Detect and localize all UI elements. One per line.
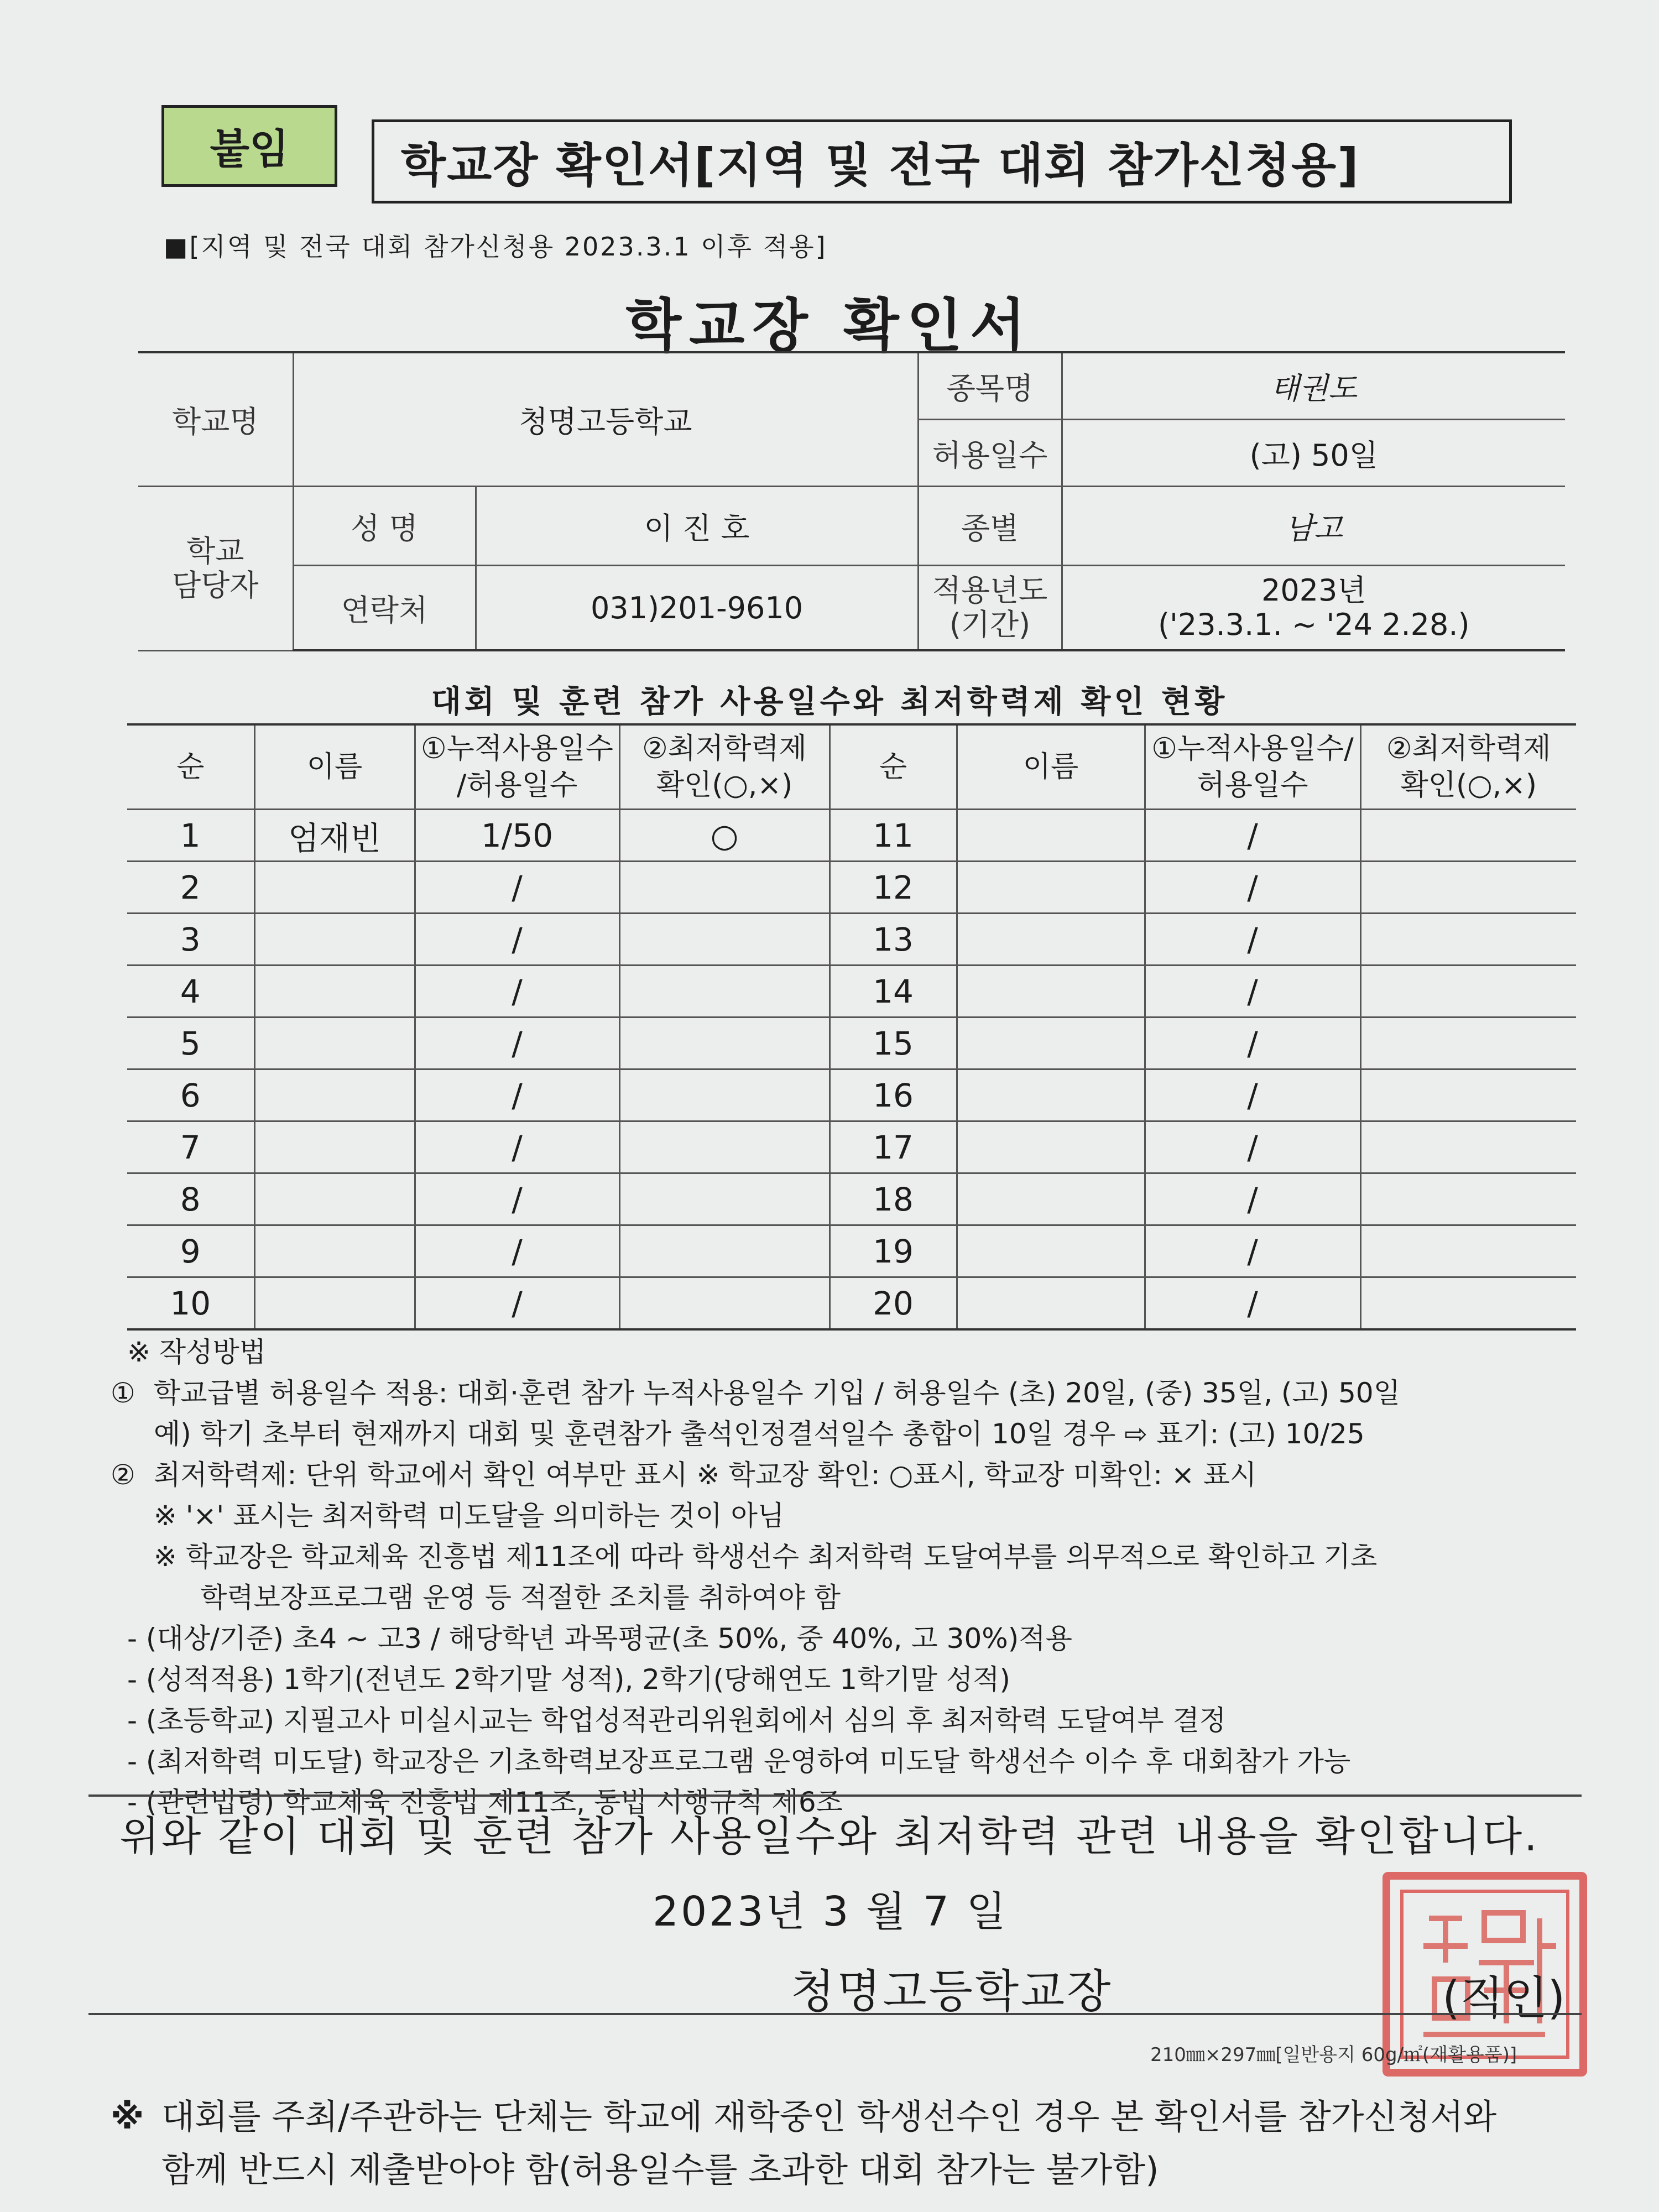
header-days-right: ①누적사용일수/ 허용일수 bbox=[1145, 724, 1360, 810]
year-value-line2: ('23.3.1. ~ '24 2.28.) bbox=[1157, 607, 1470, 642]
allowed-days-value: (고) 50일 bbox=[1062, 420, 1565, 487]
submission-notice bbox=[111, 2090, 1604, 2197]
table-row bbox=[127, 1225, 1576, 1277]
cell-days: / bbox=[415, 1225, 619, 1277]
phone-label: 연락처 bbox=[293, 566, 476, 651]
cell-name bbox=[957, 914, 1145, 966]
cell-no: 13 bbox=[830, 914, 957, 966]
cell-no: 2 bbox=[127, 862, 254, 914]
header-check-right: ②최저학력제 확인(○,×) bbox=[1360, 724, 1576, 810]
principal-title: 청명고등학교장 bbox=[791, 1965, 1113, 2018]
cell-name bbox=[254, 914, 415, 966]
cell-no: 14 bbox=[830, 966, 957, 1018]
divider bbox=[88, 1794, 1582, 1797]
header-name-left: 이름 bbox=[254, 724, 415, 810]
cell-name bbox=[254, 1121, 415, 1173]
note-text: 학교급별 허용일수 적용: 대회·훈련 참가 누적사용일수 기입 / 허용일수 (초) 20일, (중) 35일, (고) 50일 bbox=[154, 1377, 1400, 1409]
cell-name bbox=[957, 862, 1145, 914]
cell-check bbox=[1360, 810, 1576, 862]
note-text: ※ 학교장은 학교체육 진흥법 제11조에 따라 학생선수 최저학력 도달여부를 의무적으로 확인하고 기초 bbox=[154, 1541, 1378, 1573]
cell-check bbox=[1360, 914, 1576, 966]
event-value: 태권도 bbox=[1062, 352, 1565, 420]
cell-days: / bbox=[1145, 1173, 1360, 1225]
school-info-table bbox=[138, 351, 1565, 651]
cell-check bbox=[619, 1018, 830, 1070]
cell-name bbox=[254, 1277, 415, 1330]
page-title: 학교장 확인서 bbox=[625, 292, 1034, 359]
contact-person-label bbox=[138, 487, 293, 651]
paper-spec: 210㎜×297㎜[일반용지 60g/㎡(재활용품)] bbox=[1150, 2044, 1517, 2066]
cell-days: / bbox=[415, 914, 619, 966]
cell-check bbox=[1360, 1173, 1576, 1225]
cell-name bbox=[957, 1070, 1145, 1121]
gender-value: 남고 bbox=[1062, 487, 1565, 566]
table-row bbox=[127, 862, 1576, 914]
school-name-label: 학교명 bbox=[138, 352, 293, 487]
table-row bbox=[127, 1173, 1576, 1225]
cell-check bbox=[619, 1277, 830, 1330]
cell-no: 1 bbox=[127, 810, 254, 862]
cell-check bbox=[1360, 1225, 1576, 1277]
cell-name bbox=[957, 1121, 1145, 1173]
cell-no: 11 bbox=[830, 810, 957, 862]
cell-days: / bbox=[415, 862, 619, 914]
cell-no: 7 bbox=[127, 1121, 254, 1173]
note-text: 예) 학기 초부터 현재까지 대회 및 훈련참가 출석인정결석일수 총합이 10일 경우 ⇨ 표기: (고) 10/25 bbox=[154, 1418, 1365, 1450]
cell-name bbox=[957, 1173, 1145, 1225]
contact-person-label-line2: 담당자 bbox=[172, 567, 259, 603]
cell-no: 6 bbox=[127, 1070, 254, 1121]
phone-value: 031)201-9610 bbox=[476, 566, 918, 651]
cell-check: ○ bbox=[619, 810, 830, 862]
cell-name bbox=[957, 1225, 1145, 1277]
cell-name: 엄재빈 bbox=[254, 810, 415, 862]
cell-no: 18 bbox=[830, 1173, 957, 1225]
year-label-line2: (기간) bbox=[949, 607, 1031, 642]
table-row bbox=[127, 1070, 1576, 1121]
note-dash-item: - (최저학력 미도달) 학교장은 기초학력보장프로그램 운영하여 미도달 학생선수 이수 후 대회참가 가능 bbox=[127, 1745, 1351, 1777]
notes-heading: ※ 작성방법 bbox=[127, 1336, 266, 1368]
cell-days: 1/50 bbox=[415, 810, 619, 862]
cell-days: / bbox=[1145, 1225, 1360, 1277]
note-text: 학력보장프로그램 운영 등 적절한 조치를 취하여야 함 bbox=[200, 1582, 841, 1614]
seal-label: (직인) bbox=[1442, 1972, 1566, 2025]
cell-days: / bbox=[1145, 1018, 1360, 1070]
year-label bbox=[918, 566, 1062, 651]
cell-no: 15 bbox=[830, 1018, 957, 1070]
section-title: 대회 및 훈련 참가 사용일수와 최저학력제 확인 현황 bbox=[431, 684, 1228, 720]
cell-days: / bbox=[415, 1173, 619, 1225]
confirmation-statement: 위와 같이 대회 및 훈련 참가 사용일수와 최저학력 관련 내용을 확인합니다. bbox=[119, 1813, 1540, 1860]
cell-check bbox=[619, 1121, 830, 1173]
cell-days: / bbox=[415, 1070, 619, 1121]
header-name-right: 이름 bbox=[957, 724, 1145, 810]
cell-check bbox=[619, 1070, 830, 1121]
cell-check bbox=[1360, 862, 1576, 914]
cell-no: 5 bbox=[127, 1018, 254, 1070]
cell-days: / bbox=[415, 966, 619, 1018]
cell-check bbox=[619, 966, 830, 1018]
cell-days: / bbox=[1145, 966, 1360, 1018]
note-number: ① bbox=[111, 1377, 135, 1409]
cell-check bbox=[619, 914, 830, 966]
cell-check bbox=[1360, 966, 1576, 1018]
cell-name bbox=[254, 1225, 415, 1277]
cell-name bbox=[254, 1018, 415, 1070]
cell-name bbox=[957, 810, 1145, 862]
table-row bbox=[127, 1277, 1576, 1330]
issue-date: 2023년 3 월 7 일 bbox=[653, 1888, 1009, 1936]
attachment-tag: 붙임 bbox=[161, 105, 337, 187]
cell-no: 20 bbox=[830, 1277, 957, 1330]
note-dash-item: - (관련법령) 학교체육 진흥법 제11조, 동법 시행규칙 제6조 bbox=[127, 1786, 843, 1818]
year-label-line1: 적용년도 bbox=[932, 573, 1048, 608]
cell-no: 17 bbox=[830, 1121, 957, 1173]
cell-check bbox=[619, 1225, 830, 1277]
cell-name bbox=[957, 1018, 1145, 1070]
allowed-days-label: 허용일수 bbox=[918, 420, 1062, 487]
cell-name bbox=[957, 966, 1145, 1018]
cell-check bbox=[619, 1173, 830, 1225]
cell-name bbox=[254, 966, 415, 1018]
cell-check bbox=[1360, 1018, 1576, 1070]
cell-no: 12 bbox=[830, 862, 957, 914]
table-row bbox=[127, 1018, 1576, 1070]
cell-no: 8 bbox=[127, 1173, 254, 1225]
cell-no: 4 bbox=[127, 966, 254, 1018]
table-row bbox=[127, 966, 1576, 1018]
year-value-line1: 2023년 bbox=[1261, 573, 1366, 608]
cell-check bbox=[619, 862, 830, 914]
cell-days: / bbox=[1145, 914, 1360, 966]
cell-no: 16 bbox=[830, 1070, 957, 1121]
year-value bbox=[1062, 566, 1565, 651]
cell-days: / bbox=[1145, 810, 1360, 862]
cell-days: / bbox=[1145, 1277, 1360, 1330]
divider bbox=[88, 2013, 1582, 2015]
cell-days: / bbox=[1145, 1070, 1360, 1121]
note-dash-item: - (초등학교) 지필고사 미실시교는 학업성적관리위원회에서 심의 후 최저학력 도달여부 결정 bbox=[127, 1704, 1227, 1736]
event-label: 종목명 bbox=[918, 352, 1062, 420]
header-no-left: 순 bbox=[127, 724, 254, 810]
cell-name bbox=[254, 862, 415, 914]
cell-no: 3 bbox=[127, 914, 254, 966]
notice-mark: ※ bbox=[111, 2096, 144, 2137]
school-name-value: 청명고등학교 bbox=[293, 352, 918, 487]
header-no-right: 순 bbox=[830, 724, 957, 810]
cell-no: 9 bbox=[127, 1225, 254, 1277]
cell-name bbox=[254, 1173, 415, 1225]
table-row bbox=[127, 810, 1576, 862]
cell-check bbox=[1360, 1121, 1576, 1173]
cell-no: 19 bbox=[830, 1225, 957, 1277]
note-text: ※ '×' 표시는 최저학력 미도달을 의미하는 것이 아님 bbox=[154, 1500, 785, 1532]
notice-text: 함께 반드시 제출받아야 함(허용일수를 초과한 대회 참가는 불가함) bbox=[161, 2150, 1159, 2190]
document-heading: 학교장 확인서[지역 및 전국 대회 참가신청용] bbox=[372, 119, 1512, 204]
cell-days: / bbox=[1145, 1121, 1360, 1173]
participation-table bbox=[127, 723, 1576, 1331]
name-label: 성 명 bbox=[293, 487, 476, 566]
note-dash-item: - (대상/기준) 초4 ~ 고3 / 해당학년 과목평균(초 50%, 중 40%, 고 30%)적용 bbox=[127, 1623, 1072, 1655]
gender-label: 종별 bbox=[918, 487, 1062, 566]
applicability-note: ■[지역 및 전국 대회 참가신청용 2023.3.1 이후 적용] bbox=[164, 232, 827, 262]
header-check-left: ②최저학력제 확인(○,×) bbox=[619, 724, 830, 810]
table-row bbox=[127, 1121, 1576, 1173]
header-days-left: ①누적사용일수 /허용일수 bbox=[415, 724, 619, 810]
cell-days: / bbox=[415, 1277, 619, 1330]
cell-check bbox=[1360, 1277, 1576, 1330]
cell-days: / bbox=[415, 1018, 619, 1070]
cell-check bbox=[1360, 1070, 1576, 1121]
note-number: ② bbox=[111, 1459, 135, 1491]
name-value: 이 진 호 bbox=[476, 487, 918, 566]
instructions-notes bbox=[111, 1332, 1582, 1823]
cell-name bbox=[254, 1070, 415, 1121]
cell-days: / bbox=[415, 1121, 619, 1173]
contact-person-label-line1: 학교 bbox=[186, 533, 244, 568]
cell-no: 10 bbox=[127, 1277, 254, 1330]
table-row bbox=[127, 914, 1576, 966]
cell-days: / bbox=[1145, 862, 1360, 914]
cell-name bbox=[957, 1277, 1145, 1330]
notice-text: 대회를 주최/주관하는 단체는 학교에 재학중인 학생선수인 경우 본 확인서를 참가신청서와 bbox=[161, 2096, 1497, 2137]
note-dash-item: - (성적적용) 1학기(전년도 2학기말 성적), 2학기(당해연도 1학기말 성적) bbox=[127, 1663, 1010, 1695]
note-text: 최저학력제: 단위 학교에서 확인 여부만 표시 ※ 학교장 확인: ○표시, 학교장 미확인: × 표시 bbox=[154, 1459, 1257, 1491]
table-header-row bbox=[127, 724, 1576, 810]
